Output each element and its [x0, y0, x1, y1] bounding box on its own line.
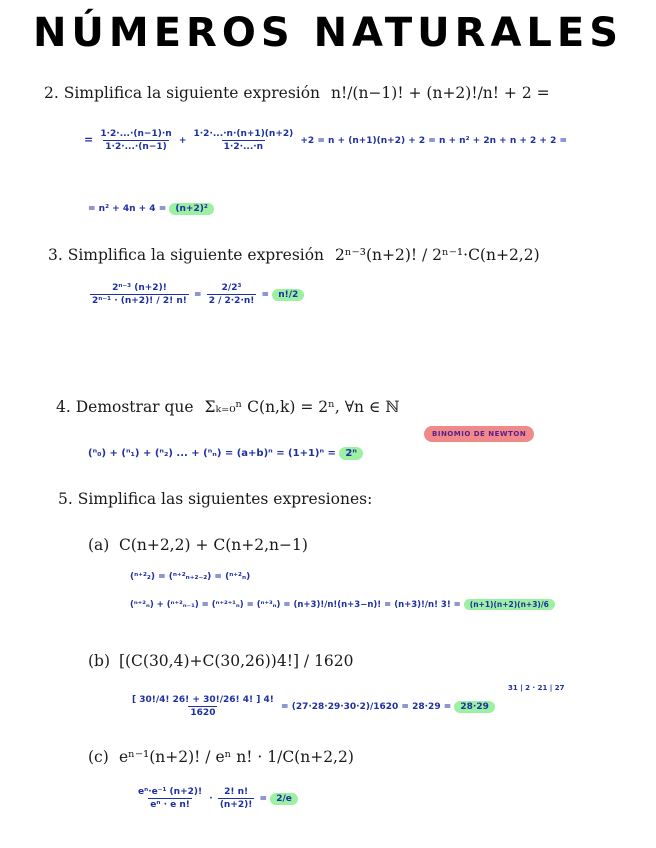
- p5b-answer-highlight: 28·29: [454, 701, 494, 713]
- problem-5b: [88, 652, 354, 670]
- problem-5b-label: (b): [88, 652, 111, 670]
- problem-4: [56, 398, 400, 416]
- problem-2: [44, 84, 550, 102]
- problem-5b-expression: [(C(30,4)+C(30,26))4!] / 1620: [118, 652, 354, 670]
- p5a-work-line2: [130, 600, 555, 610]
- p2-answer-highlight: (n+2)²: [169, 203, 213, 215]
- problem-3-expression: 2ⁿ⁻³(n+2)! / 2ⁿ⁻¹·C(n+2,2): [334, 246, 540, 264]
- problem-5c-expression: eⁿ⁻¹(n+2)! / eⁿ n! · 1/C(n+2,2): [118, 748, 354, 766]
- p2-work-line2: [88, 204, 214, 214]
- p2-work-step: = n² + 4n + 4 =: [88, 204, 167, 214]
- binomio-newton-badge: BINOMIO DE NEWTON: [424, 426, 534, 442]
- problem-5c-label: (c): [88, 748, 109, 766]
- problem-2-expression: n!/(n−1)! + (n+2)!/n! + 2 =: [330, 84, 550, 102]
- problem-5a-label: (a): [88, 536, 110, 554]
- p5b-side-note: 31 | 2 · 21 | 27: [508, 684, 565, 692]
- p3-work: $\frac{\text{2ⁿ⁻³ (n+2)!}}{\text{2ⁿ⁻¹ · (n+2)! / 2! n!}}$ = $\frac{\text{2/2³}}{2 / 2\cdot 2\cdot n!}$ = n!/2: [88, 282, 304, 307]
- p5a-work-line1: (ⁿ⁺²₂) = (ⁿ⁺²ₙ₊₂₋₂) = (ⁿ⁺²ₙ): [130, 572, 251, 582]
- p2-work-line1: = $\frac{1\cdot 2\cdot...\cdot(n-1)\cdot n}{1\cdot 2\cdot...\cdot(n-1)}$ + $\frac{1\cdot 2\cdot...\cdot n\cdot(n+1)(n+2)}{1\cdot 2\cdot...\cdot n}$ +2 = n + (n+1)(n+2) + 2 = n + n² + 2n + n + 2 + 2 =: [84, 129, 568, 152]
- problem-5a: [88, 536, 308, 554]
- problem-4-expression: Σₖ₌₀ⁿ C(n,k) = 2ⁿ, ∀n ∈ ℕ: [204, 398, 400, 416]
- p5b-work-step: = (27·28·29·30·2)/1620 = 28·29 =: [281, 702, 452, 712]
- problem-3: [48, 246, 540, 264]
- p3-answer-highlight: n!/2: [272, 289, 304, 301]
- p5c-answer-highlight: 2/e: [270, 793, 298, 805]
- problem-2-text: 2. Simplifica la siguiente expresión: [44, 84, 321, 102]
- p5a-answer-highlight: (n+1)(n+2)(n+3)/6: [464, 599, 555, 610]
- p5c-work: $\frac{\text{eⁿ·e⁻¹ (n+2)!}}{\text{eⁿ · e n!}}$ · $\frac{2! n!}{(n+2)!}$ = 2/e: [134, 786, 298, 811]
- p4-work-line: (ⁿ₀) + (ⁿ₁) + (ⁿ₂) ... + (ⁿₙ) = (a+b)ⁿ = (1+1)ⁿ =: [88, 448, 336, 459]
- p4-work: [88, 448, 363, 459]
- problem-5a-expression: C(n+2,2) + C(n+2,n−1): [118, 536, 308, 554]
- problem-4-text: 4. Demostrar que: [56, 398, 194, 416]
- p5b-work: $\frac{[ 30!/4! 26! + 30!/26! 4! ] 4!}{1620}$ = (27·28·29·30·2)/1620 = 28·29 = 28·29: [128, 694, 495, 719]
- p4-answer-highlight: 2ⁿ: [339, 447, 363, 460]
- problem-5: 5. Simplifica las siguientes expresiones:: [58, 490, 373, 508]
- p2-work-expansion: +2 = n + (n+1)(n+2) + 2 = n + n² + 2n + n + 2 + 2 =: [300, 136, 568, 146]
- p5a-work-step: (ⁿ⁺²ₙ) + (ⁿ⁺²ₙ₋₁) = (ⁿ⁺²⁺¹ₙ) = (ⁿ⁺³ₙ) = (n+3)!/n!(n+3−n)! = (n+3)!/n! 3! =: [130, 600, 461, 610]
- problem-3-text: 3. Simplifica la siguiente expresión: [48, 246, 325, 264]
- problem-5c: [88, 748, 354, 766]
- page-title: NÚMEROS NATURALES: [32, 10, 624, 56]
